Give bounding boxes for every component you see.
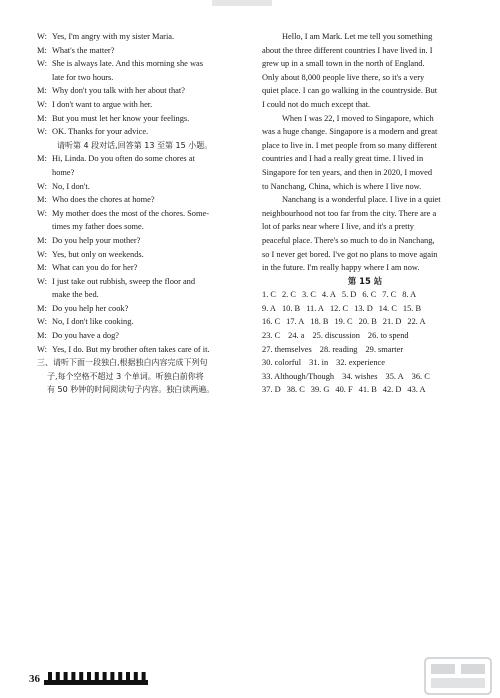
answer-item: 35. A (385, 371, 404, 381)
answer-item: 6. C (362, 290, 377, 300)
dialog-4-line (37, 193, 253, 207)
answer-item: 33. Although/Though (262, 371, 335, 381)
monologue-line: When I was 22, I moved to Singapore, which (282, 113, 434, 123)
dialog-4-line (37, 207, 253, 221)
dialog-text: Who does the chores at home? (52, 195, 155, 205)
left-column (37, 30, 253, 397)
dialog-3-line (37, 98, 253, 112)
monologue-line: Only about 8,000 people live there, so it's a very (262, 72, 425, 82)
speaker-label: W: (37, 59, 47, 69)
answer-row (262, 383, 468, 397)
answer-item: 2. C (281, 290, 296, 300)
right-column (262, 30, 468, 397)
monologue-line: Singapore for ten years, and then in 2020, I moved (262, 167, 433, 177)
dialog-text: I don't want to argue with her. (52, 99, 153, 109)
dialog-4-line (37, 302, 253, 316)
dialog-4-line (37, 261, 253, 275)
answer-item: 42. D (382, 385, 402, 395)
station-title: 第 15 站 (347, 275, 383, 286)
speaker-label: W: (37, 276, 47, 286)
answer-row (262, 370, 468, 384)
answer-item: 41. B (358, 385, 377, 395)
answer-item: 39. G (310, 385, 330, 395)
dialog-text: home? (52, 167, 75, 177)
speaker-label: M: (37, 195, 47, 205)
speaker-label: M: (37, 263, 47, 273)
monologue-line: about the three different countries I have lived in. I (262, 45, 433, 55)
answer-item: 37. D (262, 385, 281, 395)
answer-item: 10. B (281, 303, 301, 313)
speaker-label: M: (37, 331, 47, 341)
monologue (262, 30, 468, 275)
answer-row (262, 288, 468, 302)
speaker-label: W: (37, 344, 47, 354)
dialog-4-line (37, 315, 253, 329)
dialog-3-line (37, 112, 253, 126)
dialog-4-line (37, 234, 253, 248)
speaker-label: W: (37, 181, 47, 191)
answer-item: 5. D (341, 290, 357, 300)
answer-item: 43. A (407, 385, 426, 395)
speaker-label: M: (37, 154, 47, 164)
section-3-instructions (37, 356, 253, 397)
answer-item: 15. B (402, 303, 422, 313)
dialog-text: No, I don't like cooking. (52, 317, 134, 327)
dialog-text: Do you help your mother? (52, 235, 141, 245)
answer-item: 14. C (378, 303, 397, 313)
answer-item: 19. C (334, 317, 353, 327)
top-scan-mark (212, 0, 272, 6)
answer-row (262, 329, 468, 343)
dialog-text: times my father does some. (52, 222, 144, 232)
answer-item: 28. reading (319, 344, 358, 354)
dialog-text: late for two hours. (52, 72, 114, 82)
instruction-4: 请听第 4 段对话,回答第 13 至第 15 小题。 (57, 140, 213, 150)
monologue-line: was a huge change. Singapore is a modern and great (262, 127, 438, 137)
monologue-line: place to live in. I met people from so many different (262, 140, 437, 150)
answer-key (262, 288, 468, 397)
answer-item: 24. a (288, 331, 305, 341)
answer-item: 12. C (329, 303, 349, 313)
speaker-label: W: (37, 99, 47, 109)
answer-row (262, 315, 468, 329)
section-3-line: 有 50 秒钟的时间阅读句子内容。独白读两遍。 (47, 385, 215, 395)
watermark-logo (423, 656, 493, 696)
dialog-text: Yes, I do. But my brother often takes care of it. (52, 344, 210, 354)
speaker-label: M: (37, 86, 47, 96)
dialog-text: Do you help her cook? (52, 303, 129, 313)
answer-item: 32. experience (336, 358, 385, 368)
speaker-label: M: (37, 303, 47, 313)
answer-item: 17. A (286, 317, 305, 327)
speaker-label: W: (37, 127, 47, 137)
answer-item: 13. D (354, 303, 373, 313)
dialog-3-line (37, 125, 253, 139)
dialog-4-line (37, 343, 253, 357)
monologue-line: in the future. I'm really happy where I am now. (262, 263, 420, 273)
answer-item: 4. A (321, 290, 336, 300)
dialog-3-line (37, 71, 253, 85)
monologue-line: lot of parks near where I live, and it's a pretty (262, 222, 414, 232)
answer-item: 18. B (310, 317, 329, 327)
answer-item: 30. colorful (262, 358, 302, 368)
speaker-label: M: (37, 235, 47, 245)
answer-item: 22. A (407, 317, 426, 327)
dialog-4-line (37, 248, 253, 262)
answer-item: 31. in (309, 358, 329, 368)
monologue-line: countries and I had a really great time. I lived in (262, 154, 424, 164)
answer-item: 34. wishes (342, 371, 378, 381)
speaker-label: M: (37, 113, 47, 123)
speaker-label: W: (37, 249, 47, 259)
section-3-line: 子,每个空格不超过 3 个单词。听独白前你将 (47, 371, 204, 381)
dialog-text: Yes, I'm angry with my sister Maria. (52, 32, 175, 41)
dialog-3-line (37, 57, 253, 71)
dialog-text: No, I don't. (52, 181, 90, 191)
dialog-3-line (37, 30, 253, 44)
dialog-3-line (37, 44, 253, 58)
speaker-label: W: (37, 208, 47, 218)
answer-item: 27. themselves (262, 344, 312, 354)
dialog-text: My mother does the most of the chores. Some- (52, 208, 210, 218)
monologue-line: peaceful place. There's so much to do in Nanchang, (262, 235, 435, 245)
answer-item: 25. discussion (312, 331, 360, 341)
monologue-line: grew up in a small town in the north of England. (262, 59, 425, 69)
monologue-line: quiet place. I can go walking in the countryside. But (262, 86, 438, 96)
dialog-text: But you must let her know your feelings. (52, 113, 190, 123)
dialog-4-line (37, 275, 253, 289)
answer-item: 36. C (411, 371, 430, 381)
answer-item: 9. A (262, 303, 276, 313)
answer-item: 38. C (286, 385, 305, 395)
dialog-text: What's the matter? (52, 45, 115, 55)
monologue-line: Nanchang is a wonderful place. I live in a quiet (282, 195, 441, 205)
monologue-line: neighbourhood not too far from the city. There are a (262, 208, 437, 218)
answer-item: 3. C (301, 290, 316, 300)
answer-row (262, 356, 468, 370)
monologue-line: to Nanchang, China, which is where I live now. (262, 181, 422, 191)
dialog-4-line (37, 152, 253, 166)
speaker-label: W: (37, 317, 47, 327)
dialog-4 (37, 152, 253, 356)
monologue-line: Hello, I am Mark. Let me tell you something (282, 32, 433, 41)
answer-item: 7. C (382, 290, 397, 300)
monologue-line: I could not do much except that. (262, 99, 371, 109)
answer-item: 29. smarter (365, 344, 404, 354)
monologue-line: so I never get bored. I've got no plans to move again (262, 249, 438, 259)
dialog-text: OK. Thanks for your advice. (52, 127, 149, 137)
dialog-text: She is always late. And this morning she was (52, 59, 203, 69)
dialog-text: make the bed. (52, 290, 99, 300)
dialog-4-line (37, 180, 253, 194)
answer-item: 11. A (306, 303, 324, 313)
dialog-4-line (37, 220, 253, 234)
dialog-text: Why don't you talk with her about that? (52, 86, 185, 96)
answer-item: 20. B (358, 317, 377, 327)
dialog-text: I just take out rubbish, sweep the floor and (52, 276, 196, 286)
dialog-4-line (37, 288, 253, 302)
answer-item: 26. to spend (367, 331, 409, 341)
page-number: 36 (29, 673, 40, 685)
answer-row (262, 302, 468, 316)
answer-item: 23. C (262, 331, 281, 341)
dialog-text: Yes, but only on weekends. (52, 249, 144, 259)
dialog-text: Do you have a dog? (52, 331, 119, 341)
dialog-text: Hi, Linda. Do you often do some chores at (52, 154, 195, 164)
dialog-text: What can you do for her? (52, 263, 138, 273)
speaker-label: M: (37, 45, 47, 55)
section-3-line: 三、请听下面一段独白,根据独白内容完成下列句 (37, 358, 208, 368)
answer-item: 8. A (402, 290, 417, 300)
answer-row (262, 343, 468, 357)
footer-decoration (40, 668, 150, 688)
dialog-3 (37, 30, 253, 139)
answer-item: 16. C (262, 317, 281, 327)
dialog-4-line (37, 166, 253, 180)
answer-item: 40. F (335, 385, 353, 395)
answer-item: 1. C (262, 290, 276, 300)
answer-item: 21. D (382, 317, 402, 327)
dialog-4-line (37, 329, 253, 343)
dialog-3-line (37, 84, 253, 98)
speaker-label: W: (37, 32, 47, 41)
